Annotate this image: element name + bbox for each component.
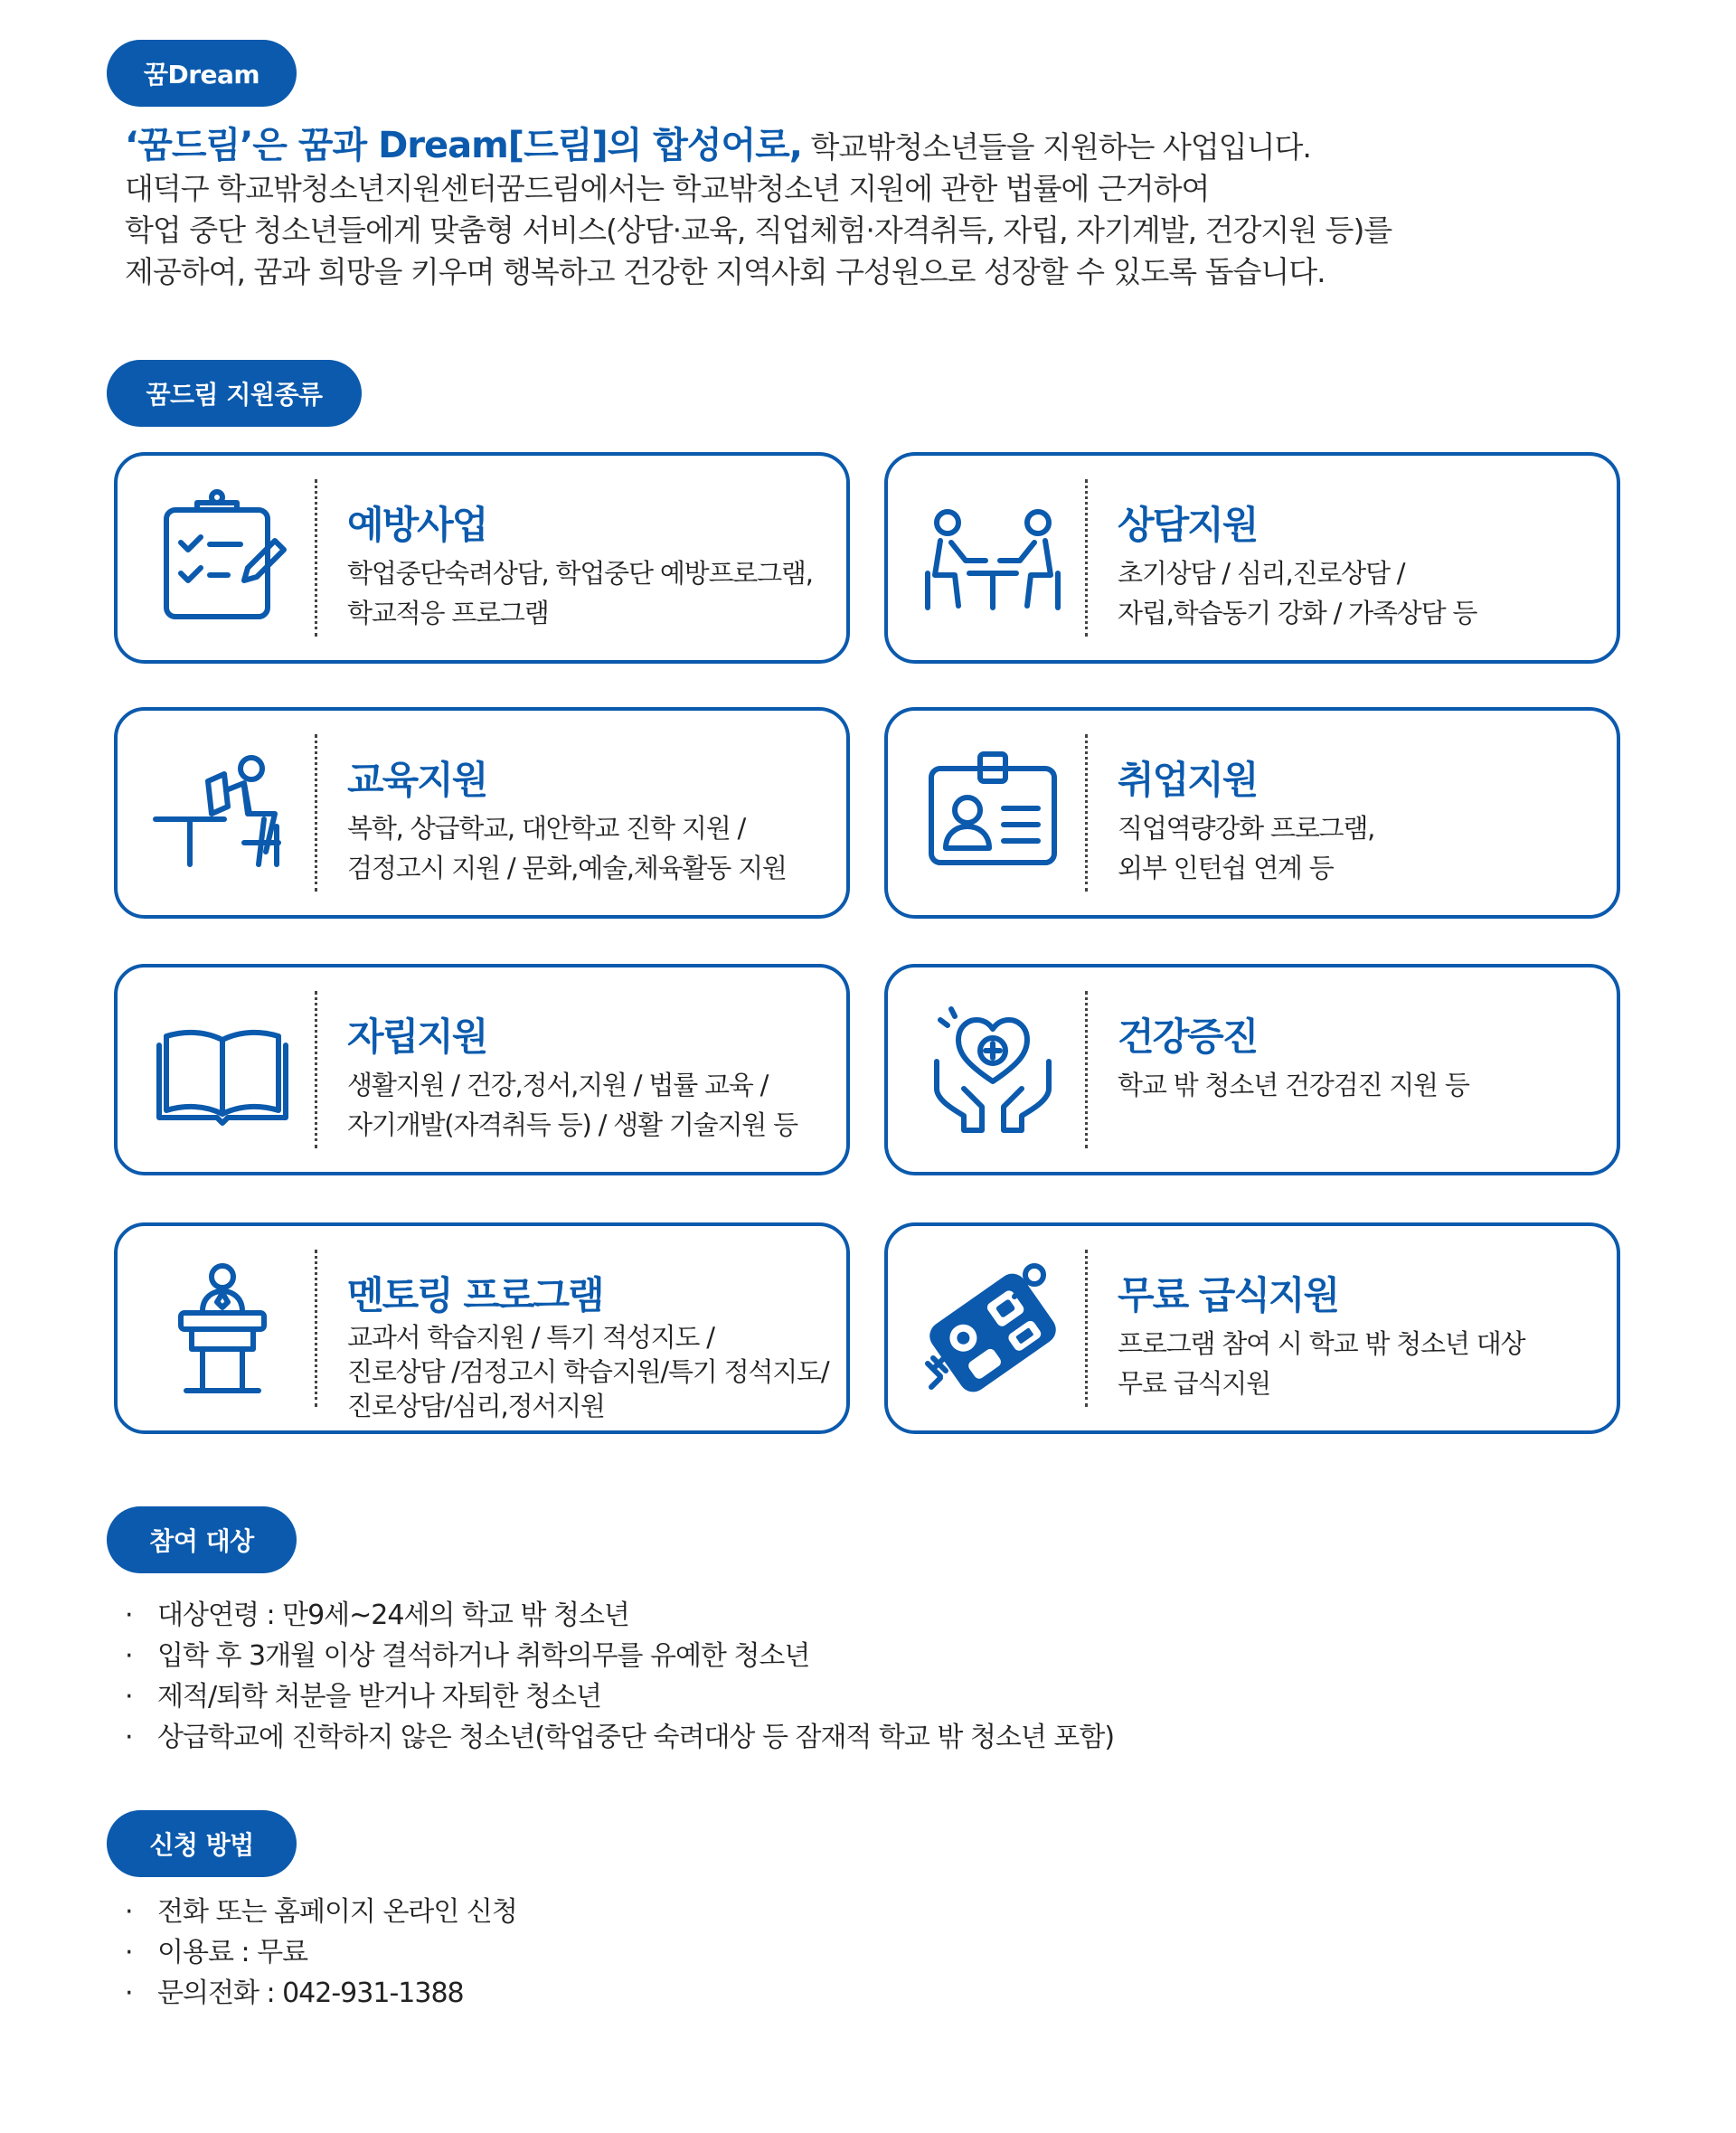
intro-line-4: 제공하여, 꿈과 희망을 키우며 행복하고 건강한 지역사회 구성원으로 성장할 수 있도록 돕습니다. bbox=[125, 254, 1326, 289]
support-card-mentoring bbox=[114, 1222, 850, 1434]
open-book-icon bbox=[150, 998, 295, 1143]
card-title: 상담지원 bbox=[1118, 503, 1258, 547]
id-badge-icon bbox=[920, 741, 1065, 886]
section-label-intro: 꿈Dream bbox=[107, 40, 297, 107]
card-title: 건강증진 bbox=[1118, 1015, 1258, 1059]
card-desc-line: 자기개발(자격취득 등) / 생활 기술지원 등 bbox=[347, 1109, 797, 1140]
card-divider bbox=[315, 479, 317, 637]
bullet-icon: · bbox=[125, 1600, 133, 1631]
card-desc-line: 자립,학습동기 강화 / 가족상담 등 bbox=[1118, 598, 1477, 628]
card-desc-line: 무료 급식지원 bbox=[1118, 1368, 1270, 1399]
card-divider bbox=[315, 734, 317, 892]
list-item-text: 이용료 : 무료 bbox=[157, 1937, 308, 1968]
card-description bbox=[1118, 553, 1606, 633]
counseling-people-icon bbox=[920, 486, 1065, 631]
card-desc-line: 진로상담/심리,정서지원 bbox=[347, 1391, 605, 1421]
card-desc-line: 학교 밖 청소년 건강검진 지원 등 bbox=[1118, 1070, 1469, 1100]
bullet-icon: · bbox=[125, 1640, 133, 1672]
bullet-icon: · bbox=[125, 1937, 133, 1968]
card-desc-line: 외부 인턴쉽 연계 등 bbox=[1118, 853, 1334, 883]
card-title: 교육지원 bbox=[347, 758, 487, 802]
card-desc-line: 진로상담 /검정고시 학습지원/특기 정석지도/ bbox=[347, 1356, 829, 1387]
list-item bbox=[125, 1892, 517, 1932]
list-item-text: 전화 또는 홈페이지 온라인 신청 bbox=[157, 1896, 517, 1928]
card-desc-line: 교과서 학습지원 / 특기 적성지도 / bbox=[347, 1322, 714, 1353]
card-divider bbox=[1085, 479, 1088, 637]
support-card-free-meal bbox=[884, 1222, 1620, 1434]
bullet-icon: · bbox=[125, 1681, 133, 1713]
support-card-employment bbox=[884, 707, 1620, 919]
card-description bbox=[1118, 1324, 1606, 1403]
bullet-icon: · bbox=[125, 1722, 133, 1753]
card-desc-line: 학교적응 프로그램 bbox=[347, 598, 549, 628]
student-reading-desk-icon bbox=[150, 741, 295, 886]
list-item-text: 입학 후 3개월 이상 결석하거나 취학의무를 유예한 청소년 bbox=[157, 1640, 810, 1672]
support-card-education bbox=[114, 707, 850, 919]
support-card-health bbox=[884, 964, 1620, 1175]
card-title: 무료 급식지원 bbox=[1118, 1273, 1339, 1317]
card-divider bbox=[1085, 734, 1088, 892]
section-label-application: 신청 방법 bbox=[107, 1810, 297, 1877]
heart-hands-icon bbox=[920, 998, 1065, 1143]
section-label-participants: 참여 대상 bbox=[107, 1506, 297, 1573]
participant-list bbox=[125, 1595, 1114, 1758]
intro-line-1-rest: 학교밖청소년들을 지원하는 사업입니다. bbox=[801, 129, 1311, 165]
list-item bbox=[125, 1717, 1114, 1758]
card-desc-line: 프로그램 참여 시 학교 밖 청소년 대상 bbox=[1118, 1328, 1525, 1359]
list-item-text: 제적/퇴학 처분을 받거나 자퇴한 청소년 bbox=[157, 1681, 601, 1713]
intro-line-3: 학업 중단 청소년들에게 맞춤형 서비스(상담·교육, 직업체험·자격취득, 자립, 자기계발, 건강지원 등)를 bbox=[125, 212, 1392, 248]
card-title: 멘토링 프로그램 bbox=[347, 1273, 603, 1317]
application-list bbox=[125, 1892, 517, 2014]
card-title: 예방사업 bbox=[347, 503, 487, 547]
card-desc-line: 직업역량강화 프로그램, bbox=[1118, 813, 1375, 844]
section-label-support-types: 꿈드림 지원종류 bbox=[107, 360, 362, 427]
card-divider bbox=[1085, 991, 1088, 1148]
card-description bbox=[347, 1065, 835, 1145]
list-item bbox=[125, 1676, 1114, 1717]
list-item bbox=[125, 1595, 1114, 1636]
card-divider bbox=[315, 991, 317, 1148]
card-description bbox=[347, 553, 835, 633]
card-description bbox=[1118, 1065, 1606, 1105]
card-desc-line: 학업중단숙려상담, 학업중단 예방프로그램, bbox=[347, 558, 813, 589]
support-card-counseling bbox=[884, 452, 1620, 664]
card-desc-line: 생활지원 / 건강,정서,지원 / 법률 교육 / bbox=[347, 1070, 769, 1100]
list-item bbox=[125, 1973, 517, 2014]
intro-line-1 bbox=[125, 125, 1662, 168]
support-card-independence bbox=[114, 964, 850, 1175]
list-item-text: 대상연령 : 만9세~24세의 학교 밖 청소년 bbox=[157, 1600, 629, 1631]
meal-tray-icon bbox=[920, 1257, 1065, 1402]
card-title: 취업지원 bbox=[1118, 758, 1258, 802]
card-title: 자립지원 bbox=[347, 1015, 487, 1059]
card-desc-line: 검정고시 지원 / 문화,예술,체육활동 지원 bbox=[347, 853, 787, 883]
card-desc-line: 복학, 상급학교, 대안학교 진학 지원 / bbox=[347, 813, 746, 844]
intro-text bbox=[125, 125, 1662, 293]
list-item-text: 문의전화 : 042-931-1388 bbox=[157, 1977, 464, 2009]
list-item bbox=[125, 1636, 1114, 1676]
intro-line-2: 대덕구 학교밖청소년지원센터꿈드림에서는 학교밖청소년 지원에 관한 법률에 근거하여 bbox=[125, 171, 1210, 206]
list-item-text: 상급학교에 진학하지 않은 청소년(학업중단 숙려대상 등 잠재적 학교 밖 청소년 포함) bbox=[157, 1722, 1115, 1753]
card-desc-line: 초기상담 / 심리,진로상담 / bbox=[1118, 558, 1405, 589]
podium-speaker-icon bbox=[150, 1257, 295, 1402]
support-card-prevention bbox=[114, 452, 850, 664]
card-description bbox=[1118, 808, 1606, 888]
list-item bbox=[125, 1932, 517, 1973]
bullet-icon: · bbox=[125, 1977, 133, 2009]
card-divider bbox=[315, 1250, 317, 1407]
card-divider bbox=[1085, 1250, 1088, 1407]
bullet-icon: · bbox=[125, 1896, 133, 1928]
clipboard-checklist-icon bbox=[150, 486, 295, 631]
card-description bbox=[347, 1320, 835, 1423]
card-description bbox=[347, 808, 835, 888]
intro-highlight: ‘꿈드림’은 꿈과 Dream[드림]의 합성어로, bbox=[125, 125, 802, 166]
